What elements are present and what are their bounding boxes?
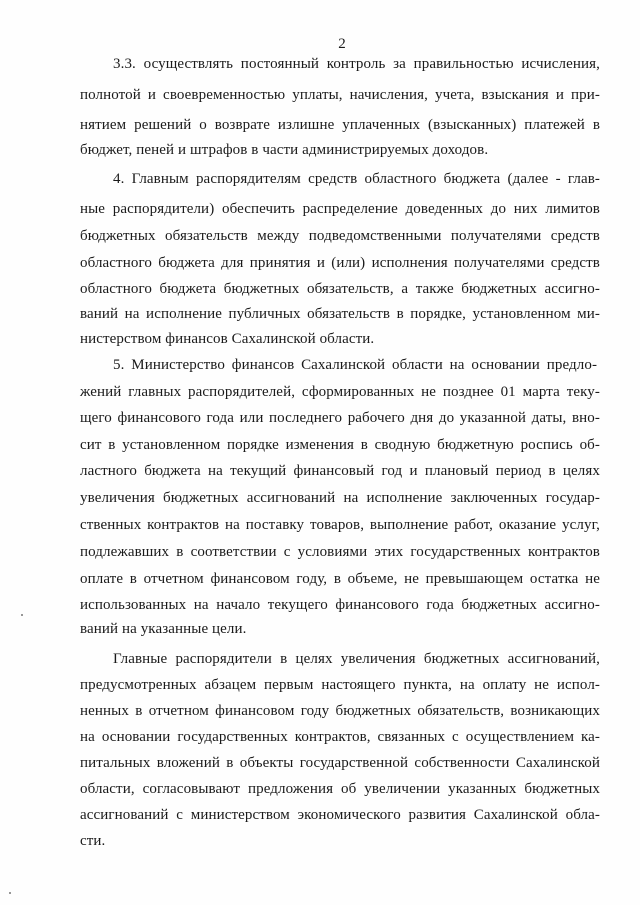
paragraph-5-line-6: увеличения бюджетных ассигнований на исполнение заключенных государ- (80, 490, 600, 506)
paragraph-6-line-5: питальных вложений в объекты государственной собственности Сахалинской (80, 755, 600, 771)
paragraph-4-line-6: ваний на исполнение публичных обязательств в порядке, установленном ми- (80, 306, 600, 322)
paragraph-3-3-line-3: нятием решений о возврате излишне уплаченных (взысканных) платежей в (80, 117, 600, 133)
paragraph-6-line-6: области, согласовывают предложения об увеличении указанных бюджетных (80, 781, 600, 797)
paragraph-4-line-3: бюджетных обязательств между подведомственными получателями средств (80, 228, 600, 244)
paragraph-6-line-8: сти. (80, 833, 106, 849)
paragraph-4-line-5: областного бюджета бюджетных обязательств, а также бюджетных ассигно- (80, 281, 600, 297)
paragraph-5-line-5: ластного бюджета на текущий финансовый год и плановый период в целях (80, 463, 600, 479)
scan-speck (9, 892, 11, 894)
paragraph-5-line-11: ваний на указанные цели. (80, 621, 247, 637)
page-number: 2 (338, 36, 346, 52)
paragraph-5-line-9: оплате в отчетном финансовом году, в объеме, не превышающем остатка не (80, 571, 600, 587)
paragraph-6-line-4: на основании государственных контрактов, связанных с осуществлением ка- (80, 729, 600, 745)
paragraph-5-line-1: 5. Министерство финансов Сахалинской области на основании предло- (113, 357, 598, 373)
scan-speck (21, 614, 23, 616)
paragraph-6-line-1: Главные распорядители в целях увеличения бюджетных ассигнований, (113, 651, 600, 667)
paragraph-4-line-4: областного бюджета для принятия и (или) исполнения получателями средств (80, 255, 600, 271)
paragraph-6-line-3: ненных в отчетном финансовом году бюджетных обязательств, возникающих (80, 703, 600, 719)
paragraph-4-line-7: нистерством финансов Сахалинской области. (80, 331, 375, 347)
paragraph-3-3-line-4: бюджет, пеней и штрафов в части администрируемых доходов. (80, 142, 489, 158)
paragraph-5-line-10: использованных на начало текущего финансового года бюджетных ассигно- (80, 597, 600, 613)
paragraph-4-line-1: 4. Главным распорядителям средств областного бюджета (далее - глав- (113, 171, 600, 187)
paragraph-6-line-2: предусмотренных абзацем первым настоящего пункта, на оплату не испол- (80, 677, 600, 693)
paragraph-3-3-line-1: 3.3. осуществлять постоянный контроль за правильностью исчисления, (113, 56, 600, 72)
paragraph-6-line-7: ассигнований с министерством экономического развития Сахалинской обла- (80, 807, 600, 823)
paragraph-5-line-8: подлежавших в соответствии с условиями этих государственных контрактов (80, 544, 600, 560)
paragraph-4-line-2: ные распорядители) обеспечить распределение доведенных до них лимитов (80, 201, 600, 217)
paragraph-5-line-2: жений главных распорядителей, сформированных не позднее 01 марта теку- (80, 384, 600, 400)
paragraph-3-3-line-2: полнотой и своевременностью уплаты, начисления, учета, взыскания и при- (80, 87, 600, 103)
paragraph-5-line-7: ственных контрактов на поставку товаров, выполнение работ, оказание услуг, (80, 517, 600, 533)
paragraph-5-line-3: щего финансового года или последнего рабочего дня до указанной даты, вно- (80, 410, 600, 426)
paragraph-5-line-4: сит в установленном порядке изменения в сводную бюджетную роспись об- (80, 437, 600, 453)
